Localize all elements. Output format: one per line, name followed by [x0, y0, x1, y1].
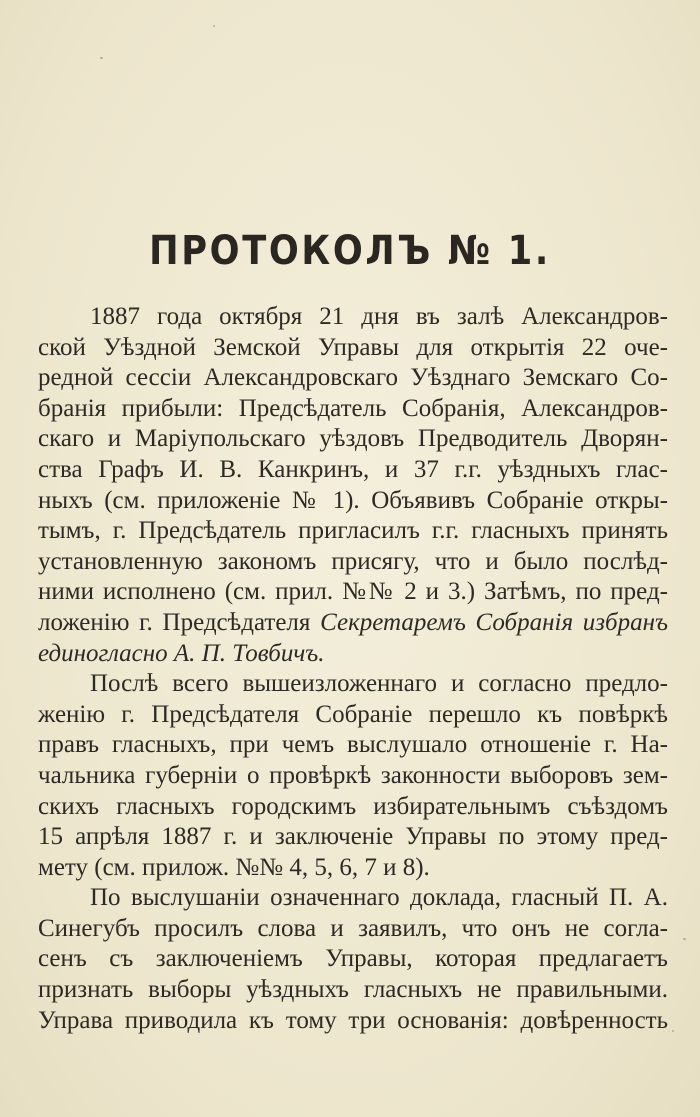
text-line-content: Послѣ всего вышеизложеннаго и согласно предло-	[90, 670, 668, 698]
text-line	[38, 975, 668, 1006]
text-line-content: бранія прибыли: Предсѣдатель Собранія, Александров-	[38, 394, 668, 422]
text-line	[38, 730, 668, 761]
paper-speck	[213, 25, 215, 27]
text-line-content: сенъ съ заключеніемъ Управы, которая предлагаетъ	[38, 945, 668, 973]
text-line-italic: единогласно А. П. Товбичъ.	[38, 639, 325, 667]
text-line-content: ними исполнено (см. прил. №№ 2 и 3.) Затѣмъ, по пред-	[38, 578, 668, 606]
text-line-content: Синегубъ просилъ слова и заявилъ, что онъ не согла-	[38, 914, 668, 942]
text-line-content: признать выборы уѣздныхъ гласныхъ не правильными.	[38, 976, 668, 1004]
text-line	[38, 883, 668, 914]
text-line-content: скихъ гласныхъ городскимъ избирательнымъ съѣздомъ	[38, 792, 668, 820]
text-line-content: редной сессіи Александровскаго Уѣзднаго Земскаго Со-	[38, 364, 668, 392]
text-line	[38, 1006, 668, 1037]
text-line	[38, 822, 668, 853]
text-line-content: тымъ, г. Предсѣдатель пригласилъ г.г. гласныхъ принять	[38, 517, 668, 545]
text-line	[38, 424, 668, 455]
text-line	[38, 363, 668, 394]
text-line-content: ныхъ (см. приложеніе № 1). Объявивъ Собраніе откры-	[38, 486, 668, 514]
text-line-content: мету (см. прилож. №№ 4, 5, 6, 7 и 8).	[38, 853, 430, 881]
text-line	[38, 700, 668, 731]
text-line-content: ства Графъ И. В. Канкринъ, и 37 г.г. уѣздныхъ глас-	[38, 455, 668, 483]
text-line	[38, 455, 668, 486]
text-line	[38, 577, 668, 608]
text-line	[38, 486, 668, 517]
text-line	[38, 914, 668, 945]
body-text	[38, 302, 668, 1036]
text-line	[38, 944, 668, 975]
text-line	[38, 333, 668, 364]
text-line	[38, 669, 668, 700]
text-line-content: 15 апрѣля 1887 г. и заключеніе Управы по этому пред-	[38, 823, 668, 851]
text-line	[38, 792, 668, 823]
text-line	[38, 394, 668, 425]
text-line	[38, 761, 668, 792]
text-line	[38, 853, 668, 884]
text-line-content: скаго и Маріупольскаго уѣздовъ Предводитель Дворян-	[38, 425, 668, 453]
text-line-content: чальника губерніи о провѣркѣ законности выборовъ зем-	[38, 761, 668, 789]
text-line	[38, 547, 668, 578]
text-line-content: По выслушаніи означеннаго доклада, гласный П. А.	[90, 884, 668, 912]
paper-speck	[672, 1030, 674, 1032]
paper-speck	[100, 57, 103, 59]
text-line-italic: Секретаремъ Собранія избранъ	[320, 608, 668, 636]
text-line-content: Управа приводила къ тому три основанія: довѣренность	[38, 1006, 668, 1034]
text-line	[38, 639, 668, 670]
text-line	[38, 516, 668, 547]
text-line-content: установленную закономъ присягу, что и было послѣд-	[38, 547, 668, 575]
text-line-content: правъ гласныхъ, при чемъ выслушало отношеніе г. На-	[38, 731, 668, 759]
text-line	[38, 608, 668, 639]
page-title: ПРОТОКОЛЪ № 1.	[149, 228, 551, 274]
text-line-content: женію г. Предсѣдателя Собраніе перешло къ повѣркѣ	[38, 700, 668, 728]
text-line	[38, 302, 668, 333]
paper-speck	[683, 938, 686, 940]
text-line-content: 1887 года октября 21 дня въ залѣ Александров-	[90, 303, 668, 330]
text-line-content: ской Уѣздной Земской Управы для открытія 22 оче-	[38, 333, 668, 361]
text-line-content: ложенію г. Предсѣдателя	[38, 608, 321, 636]
